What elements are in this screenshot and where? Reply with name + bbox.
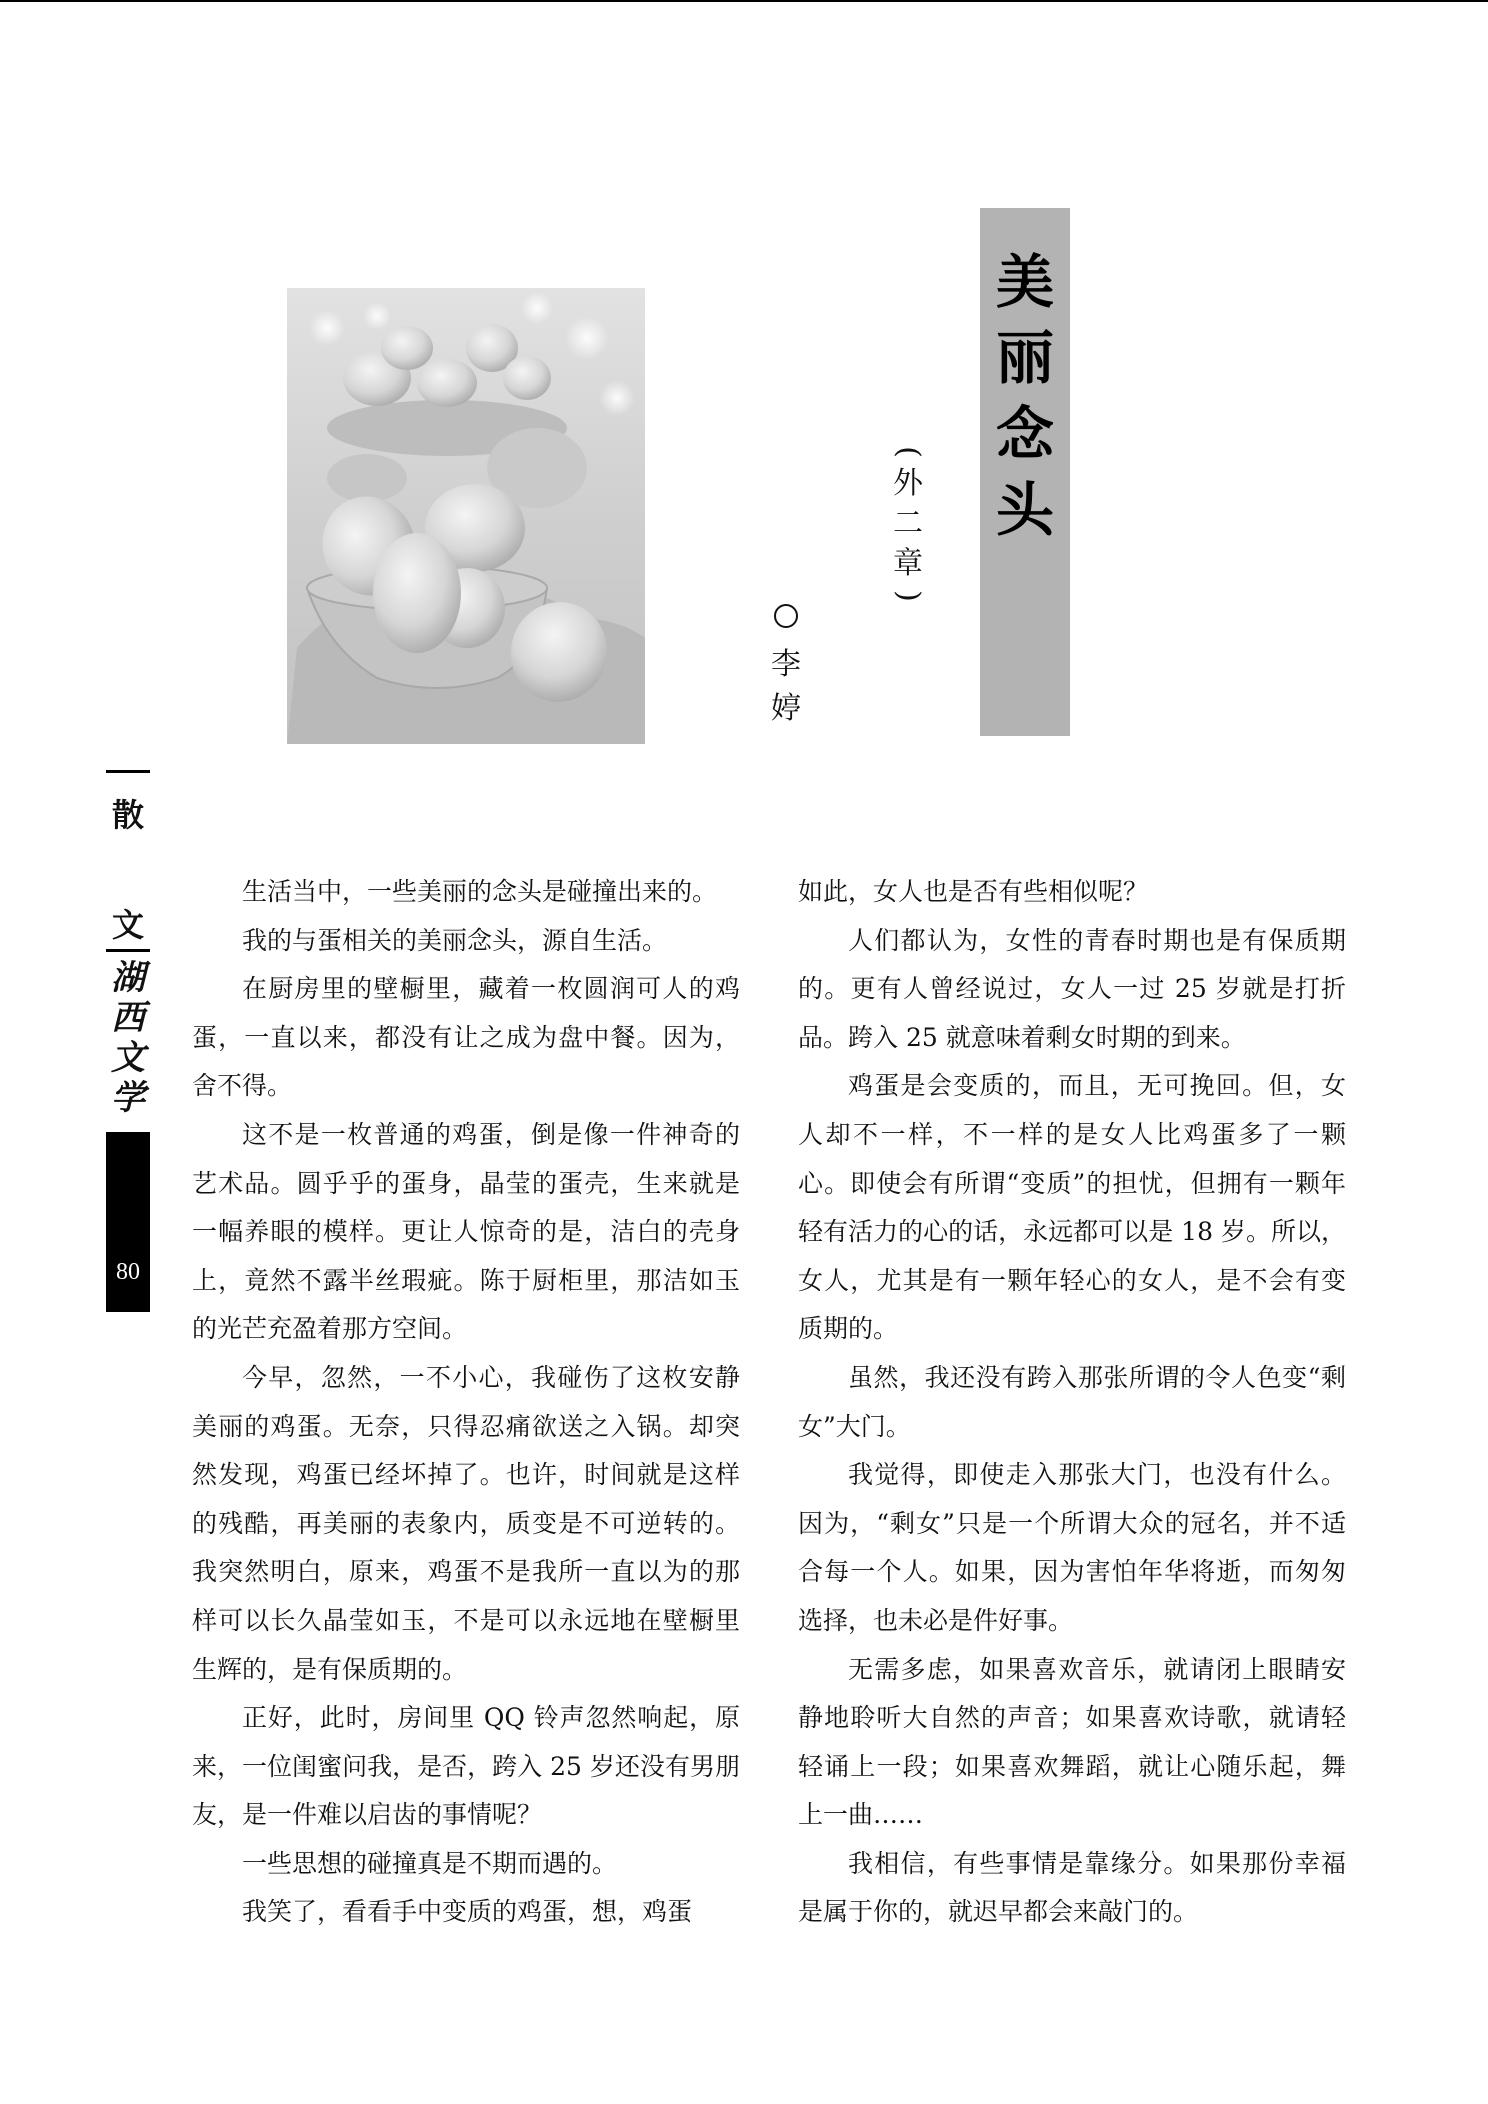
paragraph: 正好，此时，房间里 QQ 铃声忽然响起，原来，一位闺蜜问我，是否，跨入 25 岁还没有男朋友，是一件难以启齿的事情呢？ xyxy=(192,1703,740,1830)
subtitle-char: 章 xyxy=(893,546,923,581)
sidebar-rule xyxy=(106,770,150,773)
paragraph: 我相信，有些事情是靠缘分。如果那份幸福是属于你的，就迟早都会来敲门的。 xyxy=(798,1848,1346,1927)
sidebar-rule xyxy=(106,949,150,952)
paragraph: 鸡蛋是会变质的，而且，无可挽回。但，女人却不一样，不一样的是女人比鸡蛋多了一颗心。即使会有所谓“变质”的担忧，但拥有一颗年轻有活力的心的话，永远都可以是 18 岁。所以，女人，尤其是有一颗年轻心的女人，是不会有变质期的。 xyxy=(798,1071,1346,1344)
paragraph: 我笑了，看看手中变质的鸡蛋，想，鸡蛋 xyxy=(242,1897,693,1927)
article-subtitle xyxy=(884,440,932,608)
magazine-name-char: 西 xyxy=(111,998,145,1038)
magazine-name-char: 湖 xyxy=(111,958,145,998)
paragraph-continuation: 如此，女人也是否有些相似呢？ xyxy=(798,877,1149,906)
magazine-name-char: 学 xyxy=(111,1078,145,1118)
paragraph: 虽然，我还没有跨入那张所谓的令人色变“剩女”大门。 xyxy=(798,1362,1346,1441)
section-label-char: 散 xyxy=(111,796,144,834)
title-char: 头 xyxy=(995,476,1054,544)
paragraph: 无需多虑，如果喜欢音乐，就请闭上眼睛安静地聆听大自然的声音；如果喜欢诗歌，就请轻轻诵上一段；如果喜欢舞蹈，就让心随乐起，舞上一曲…… xyxy=(798,1654,1346,1830)
body-column-right xyxy=(798,868,1346,1937)
subtitle-paren-close: ) xyxy=(891,590,926,602)
article-title xyxy=(980,208,1070,548)
subtitle-char: 二 xyxy=(893,506,923,541)
title-char: 丽 xyxy=(995,324,1054,392)
subtitle-char: 外 xyxy=(893,466,923,501)
page-number: 80 xyxy=(116,1259,140,1285)
author-char: 婷 xyxy=(771,691,801,726)
section-label-char: 文 xyxy=(111,906,144,944)
title-bar xyxy=(980,208,1070,736)
magazine-name xyxy=(106,958,150,1118)
paragraph: 今早，忽然，一不小心，我碰伤了这枚安静美丽的鸡蛋。无奈，只得忍痛欲送之入锅。却突然发现，鸡蛋已经坏掉了。也许，时间就是这样的残酷，再美丽的表象内，质变是不可逆转的。我突然明白，原来，鸡蛋不是我所一直以为的那样可以长久晶莹如玉，不是可以永远地在壁橱里生辉的，是有保质期的。 xyxy=(192,1362,740,1684)
author-byline xyxy=(762,604,810,734)
eggs-photo xyxy=(287,288,645,744)
paragraph: 我觉得，即使走入那张大门，也没有什么。因为，“剩女”只是一个所谓大众的冠名，并不适合每一个人。如果，因为害怕年华将逝，而匆匆选择，也未必是件好事。 xyxy=(798,1460,1346,1635)
top-rule xyxy=(0,0,1488,2)
section-label xyxy=(106,795,150,945)
title-char: 念 xyxy=(995,400,1054,468)
magazine-name-char: 文 xyxy=(111,1038,145,1078)
subtitle-paren-open: ( xyxy=(891,446,926,458)
paragraph: 一些思想的碰撞真是不期而遇的。 xyxy=(242,1848,618,1878)
paragraph: 我的与蛋相关的美丽念头，源自生活。 xyxy=(242,925,668,955)
paragraph: 人们都认为，女性的青春时期也是有保质期的。更有人曾经说过，女人一过 25 岁就是打折品。跨入 25 就意味着剩女时期的到来。 xyxy=(798,925,1346,1052)
paragraph: 在厨房里的壁橱里，藏着一枚圆润可人的鸡蛋，一直以来，都没有让之成为盘中餐。因为，舍不得。 xyxy=(192,974,740,1101)
section-sidebar xyxy=(106,770,150,1312)
author-char: 李 xyxy=(771,647,801,682)
body-column-left xyxy=(192,868,740,1937)
paragraph: 生活当中，一些美丽的念头是碰撞出来的。 xyxy=(242,877,718,906)
page-number-block xyxy=(106,1132,150,1312)
title-char: 美 xyxy=(995,248,1054,316)
byline-circle-icon xyxy=(774,604,798,628)
paragraph: 这不是一枚普通的鸡蛋，倒是像一件神奇的艺术品。圆乎乎的蛋身，晶莹的蛋壳，生来就是一幅养眼的模样。更让人惊奇的是，洁白的壳身上，竟然不露半丝瑕疵。陈于厨柜里，那洁如玉的光芒充盈着那方空间。 xyxy=(192,1119,740,1344)
